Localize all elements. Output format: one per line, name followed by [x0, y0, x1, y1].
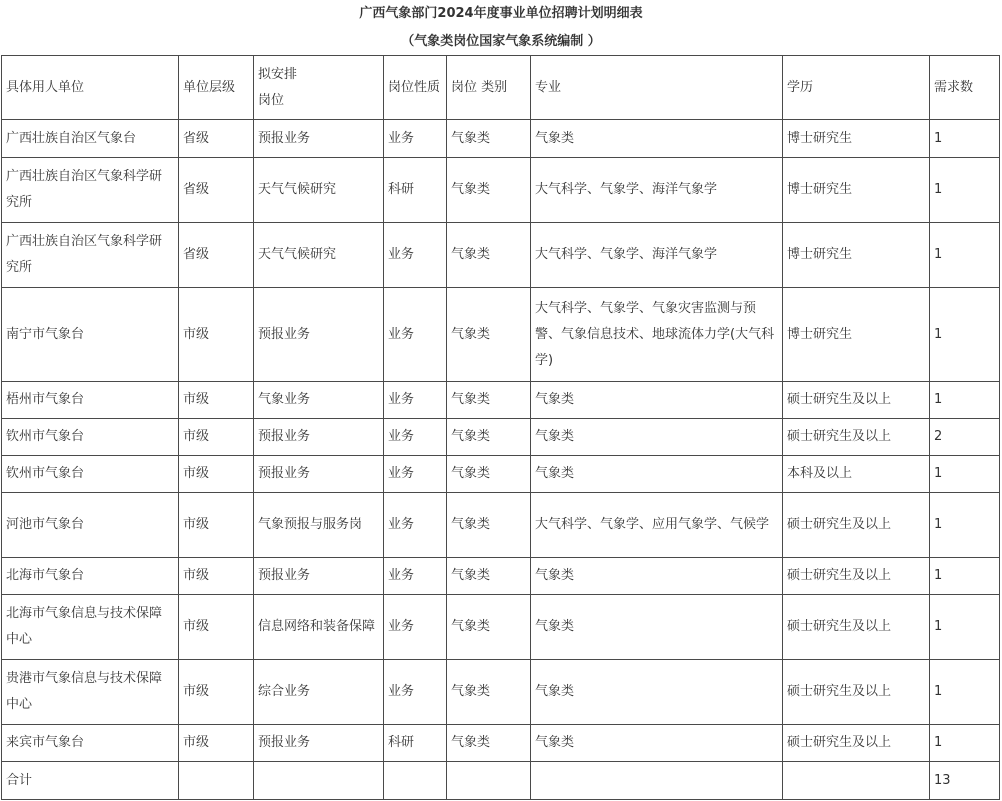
cell-count: 1 [930, 223, 1000, 288]
cell-major: 大气科学、气象学、海洋气象学 [531, 158, 783, 223]
column-header-major: 专业 [531, 56, 783, 120]
cell-level: 市级 [179, 493, 254, 558]
cell-position: 综合业务 [254, 660, 384, 725]
cell-category: 气象类 [447, 288, 531, 382]
document-subtitle: （气象类岗位国家气象系统编制 ） [401, 34, 601, 49]
cell-nature: 业务 [384, 223, 447, 288]
table-header [2, 56, 1000, 120]
table-row [2, 595, 1000, 660]
cell-unit: 广西壮族自治区气象科学研究所 [2, 158, 179, 223]
cell-education: 硕士研究生及以上 [783, 558, 930, 595]
column-header-education: 学历 [783, 56, 930, 120]
cell-unit: 钦州市气象台 [2, 456, 179, 493]
table-row [2, 158, 1000, 223]
cell-nature: 科研 [384, 725, 447, 762]
cell-position: 气象业务 [254, 382, 384, 419]
table-row [2, 382, 1000, 419]
cell-unit: 北海市气象信息与技术保障中心 [2, 595, 179, 660]
cell-nature: 业务 [384, 595, 447, 660]
cell-major: 大气科学、气象学、气象灾害监测与预警、气象信息技术、地球流体力学(大气科学) [531, 288, 783, 382]
column-header-count: 需求数 [930, 56, 1000, 120]
cell-nature: 业务 [384, 288, 447, 382]
cell-count: 1 [930, 288, 1000, 382]
cell-nature: 业务 [384, 382, 447, 419]
cell-level: 省级 [179, 223, 254, 288]
empty-cell [384, 762, 447, 800]
cell-education: 博士研究生 [783, 223, 930, 288]
cell-count: 1 [930, 382, 1000, 419]
cell-education: 硕士研究生及以上 [783, 595, 930, 660]
recruitment-plan-table [1, 55, 1000, 800]
table-body [2, 120, 1000, 800]
cell-education: 硕士研究生及以上 [783, 725, 930, 762]
cell-category: 气象类 [447, 456, 531, 493]
cell-position: 预报业务 [254, 725, 384, 762]
cell-nature: 业务 [384, 493, 447, 558]
cell-unit: 广西壮族自治区气象台 [2, 120, 179, 158]
cell-category: 气象类 [447, 660, 531, 725]
cell-position: 天气气候研究 [254, 158, 384, 223]
cell-education: 博士研究生 [783, 158, 930, 223]
table-row [2, 493, 1000, 558]
cell-unit: 贵港市气象信息与技术保障中心 [2, 660, 179, 725]
table-row [2, 288, 1000, 382]
cell-unit: 来宾市气象台 [2, 725, 179, 762]
cell-count: 1 [930, 660, 1000, 725]
cell-count: 1 [930, 595, 1000, 660]
cell-major: 气象类 [531, 725, 783, 762]
cell-education: 博士研究生 [783, 288, 930, 382]
total-row [2, 762, 1000, 800]
cell-nature: 业务 [384, 558, 447, 595]
cell-level: 市级 [179, 725, 254, 762]
table-row [2, 660, 1000, 725]
table-row [2, 120, 1000, 158]
column-header-position: 拟安排 岗位 [254, 56, 384, 120]
cell-unit: 南宁市气象台 [2, 288, 179, 382]
cell-count: 2 [930, 419, 1000, 456]
column-header-level: 单位层级 [179, 56, 254, 120]
cell-unit: 钦州市气象台 [2, 419, 179, 456]
column-header-unit: 具体用人单位 [2, 56, 179, 120]
cell-education: 硕士研究生及以上 [783, 419, 930, 456]
cell-major: 气象类 [531, 660, 783, 725]
empty-cell [254, 762, 384, 800]
cell-unit: 梧州市气象台 [2, 382, 179, 419]
cell-position: 预报业务 [254, 419, 384, 456]
cell-level: 市级 [179, 288, 254, 382]
cell-category: 气象类 [447, 382, 531, 419]
cell-position: 信息网络和装备保障 [254, 595, 384, 660]
cell-count: 1 [930, 493, 1000, 558]
cell-nature: 业务 [384, 456, 447, 493]
total-label: 合计 [2, 762, 179, 800]
cell-category: 气象类 [447, 558, 531, 595]
total-count: 13 [930, 762, 1000, 800]
cell-nature: 业务 [384, 660, 447, 725]
cell-major: 大气科学、气象学、应用气象学、气候学 [531, 493, 783, 558]
empty-cell [179, 762, 254, 800]
table-row [2, 725, 1000, 762]
cell-unit: 广西壮族自治区气象科学研究所 [2, 223, 179, 288]
cell-level: 省级 [179, 120, 254, 158]
cell-nature: 业务 [384, 120, 447, 158]
cell-position: 天气气候研究 [254, 223, 384, 288]
cell-position: 预报业务 [254, 120, 384, 158]
cell-major: 气象类 [531, 595, 783, 660]
cell-major: 大气科学、气象学、海洋气象学 [531, 223, 783, 288]
column-header-category: 岗位 类别 [447, 56, 531, 120]
cell-position: 预报业务 [254, 558, 384, 595]
cell-category: 气象类 [447, 595, 531, 660]
cell-education: 硕士研究生及以上 [783, 382, 930, 419]
cell-position: 预报业务 [254, 456, 384, 493]
cell-count: 1 [930, 725, 1000, 762]
empty-cell [447, 762, 531, 800]
cell-major: 气象类 [531, 419, 783, 456]
cell-category: 气象类 [447, 158, 531, 223]
cell-category: 气象类 [447, 419, 531, 456]
header-row [2, 56, 1000, 120]
empty-cell [531, 762, 783, 800]
document-title: 广西气象部门2024年度事业单位招聘计划明细表 [359, 6, 643, 21]
cell-education: 博士研究生 [783, 120, 930, 158]
cell-major: 气象类 [531, 456, 783, 493]
cell-count: 1 [930, 558, 1000, 595]
cell-level: 市级 [179, 558, 254, 595]
cell-category: 气象类 [447, 493, 531, 558]
cell-education: 本科及以上 [783, 456, 930, 493]
empty-cell [783, 762, 930, 800]
cell-major: 气象类 [531, 120, 783, 158]
cell-nature: 科研 [384, 158, 447, 223]
column-header-nature: 岗位性质 [384, 56, 447, 120]
cell-position: 气象预报与服务岗 [254, 493, 384, 558]
cell-category: 气象类 [447, 725, 531, 762]
table-row [2, 223, 1000, 288]
cell-position: 预报业务 [254, 288, 384, 382]
cell-level: 市级 [179, 660, 254, 725]
cell-major: 气象类 [531, 382, 783, 419]
cell-category: 气象类 [447, 223, 531, 288]
table-row [2, 456, 1000, 493]
cell-count: 1 [930, 120, 1000, 158]
cell-count: 1 [930, 158, 1000, 223]
cell-count: 1 [930, 456, 1000, 493]
cell-unit: 河池市气象台 [2, 493, 179, 558]
cell-unit: 北海市气象台 [2, 558, 179, 595]
cell-level: 市级 [179, 382, 254, 419]
cell-nature: 业务 [384, 419, 447, 456]
cell-education: 硕士研究生及以上 [783, 660, 930, 725]
cell-major: 气象类 [531, 558, 783, 595]
cell-level: 市级 [179, 595, 254, 660]
cell-level: 市级 [179, 456, 254, 493]
cell-level: 省级 [179, 158, 254, 223]
table-row [2, 558, 1000, 595]
cell-level: 市级 [179, 419, 254, 456]
table-row [2, 419, 1000, 456]
cell-education: 硕士研究生及以上 [783, 493, 930, 558]
cell-category: 气象类 [447, 120, 531, 158]
